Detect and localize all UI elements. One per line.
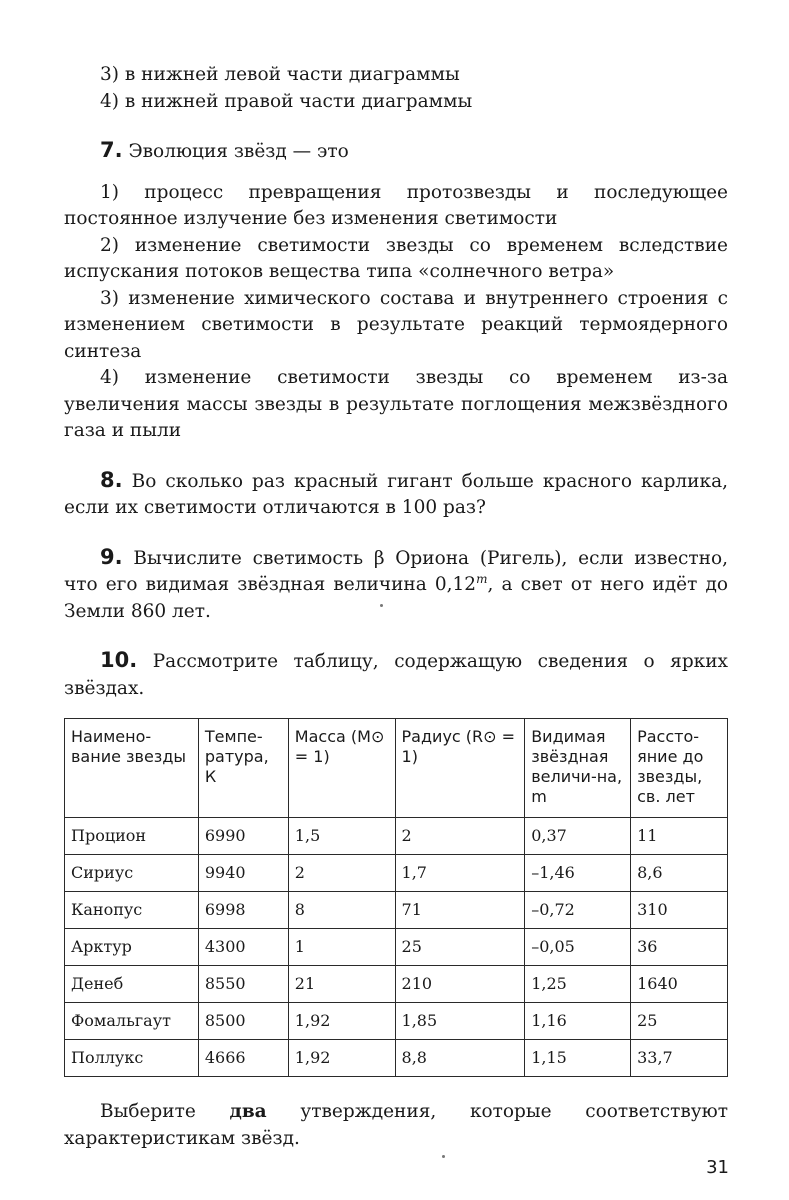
- q10-instruction: [64, 1099, 728, 1152]
- q10-stem: [64, 647, 728, 702]
- q10-instruction-before: Выберите: [100, 1101, 230, 1122]
- table-cell: 25: [395, 929, 525, 966]
- q7-text: Эволюция звёзд — это: [128, 141, 349, 162]
- table-cell: Сириус: [65, 855, 199, 892]
- q9-text-before: Вычислите светимость β Ориона (Ригель), если известно, что его видимая звёздная величина 0,12: [64, 547, 728, 595]
- q7-options: [64, 180, 728, 445]
- table-cell: 1,85: [395, 1003, 525, 1040]
- table-cell: Поллукс: [65, 1040, 199, 1077]
- table-cell: 2: [288, 855, 395, 892]
- table-row: [65, 966, 728, 1003]
- table-cell: 21: [288, 966, 395, 1003]
- table-row: [65, 929, 728, 966]
- print-speck: [380, 604, 383, 607]
- q8-stem: [64, 467, 728, 522]
- table-cell: 0,37: [525, 818, 631, 855]
- table-cell: Денеб: [65, 966, 199, 1003]
- print-speck: [442, 1155, 445, 1158]
- q9-text-after: , а свет от него идёт до Земли 860 лет.: [64, 574, 728, 622]
- q10-number: 10.: [100, 648, 138, 672]
- table-cell: Фомальгаут: [65, 1003, 199, 1040]
- q7-option-2: 2) изменение светимости звезды со временем вследствие испускания потоков вещества типа «солнечного ветра»: [64, 234, 728, 282]
- q9-magnitude-sup: m: [476, 571, 488, 586]
- table-cell: Канопус: [65, 892, 199, 929]
- q8-number: 8.: [100, 467, 123, 492]
- q10-text: Рассмотрите таблицу, содержащую сведения о ярких звёздах.: [64, 651, 728, 699]
- table-cell: 8550: [198, 966, 288, 1003]
- table-cell: –0,72: [525, 892, 631, 929]
- table-cell: 6998: [198, 892, 288, 929]
- table-cell: Процион: [65, 818, 199, 855]
- q8-text: Во сколько раз красный гигант больше красного карлика, если их светимости отличаются в 100 раз?: [64, 470, 728, 518]
- table-cell: 1,7: [395, 855, 525, 892]
- table-cell: 8,6: [631, 855, 728, 892]
- table-row: [65, 1003, 728, 1040]
- q10-instruction-after: утверждения, которые соответствуют характеристикам звёзд.: [64, 1101, 728, 1149]
- table-cell: 1640: [631, 966, 728, 1003]
- table-row: [65, 855, 728, 892]
- table-cell: 310: [631, 892, 728, 929]
- table-cell: –0,05: [525, 929, 631, 966]
- page-content: [64, 62, 728, 1152]
- table-cell: –1,46: [525, 855, 631, 892]
- table-cell: Арктур: [65, 929, 199, 966]
- table-row: [65, 892, 728, 929]
- table-cell: 11: [631, 818, 728, 855]
- table-cell: 1,92: [288, 1003, 395, 1040]
- header-mass: Масса (M⊙ = 1): [288, 719, 395, 818]
- table-cell: 1,16: [525, 1003, 631, 1040]
- table-cell: 71: [395, 892, 525, 929]
- table-cell: 1,5: [288, 818, 395, 855]
- page-number: 31: [706, 1157, 729, 1178]
- q7-option-1: 1) процесс превращения протозвезды и последующее постоянное излучение без изменения светимости: [64, 181, 728, 229]
- table-row: [65, 1040, 728, 1077]
- table-cell: 8: [288, 892, 395, 929]
- table-cell: 8,8: [395, 1040, 525, 1077]
- intro-option-4: 4) в нижней правой части диаграммы: [100, 90, 473, 112]
- q9-number: 9.: [100, 544, 123, 569]
- q10-instruction-bold: два: [229, 1101, 267, 1122]
- q7-option-3: 3) изменение химического состава и внутреннего строения с изменением светимости в результате реакций термоядерного синтеза: [64, 287, 728, 362]
- table-cell: 8500: [198, 1003, 288, 1040]
- table-cell: 33,7: [631, 1040, 728, 1077]
- q7-number: 7.: [100, 138, 123, 162]
- table-cell: 4666: [198, 1040, 288, 1077]
- table-cell: 36: [631, 929, 728, 966]
- intro-option-3: 3) в нижней левой части диаграммы: [100, 64, 460, 85]
- q7-option-4: 4) изменение светимости звезды со временем из-за увеличения массы звезды в результате поглощения межзвёздного газа и пыли: [64, 367, 728, 441]
- table-cell: 210: [395, 966, 525, 1003]
- table-cell: 1,15: [525, 1040, 631, 1077]
- table-cell: 25: [631, 1003, 728, 1040]
- q7-stem: [64, 137, 728, 166]
- header-magnitude: Видимая звёздная величи-на, m: [525, 719, 631, 818]
- header-radius: Радиус (R⊙ = 1): [395, 719, 525, 818]
- table-cell: 1: [288, 929, 395, 966]
- stars-table: [64, 718, 728, 1077]
- table-cell: 1,92: [288, 1040, 395, 1077]
- header-temperature: Темпе-ратура, К: [198, 719, 288, 818]
- table-cell: 1,25: [525, 966, 631, 1003]
- table-cell: 9940: [198, 855, 288, 892]
- table-cell: 2: [395, 818, 525, 855]
- table-row: [65, 818, 728, 855]
- q9-stem: [64, 544, 728, 626]
- header-name: Наимено-вание звезды: [65, 719, 199, 818]
- table-header-row: [65, 719, 728, 818]
- header-distance: Рассто-яние до звезды, св. лет: [631, 719, 728, 818]
- table-cell: 6990: [198, 818, 288, 855]
- table-cell: 4300: [198, 929, 288, 966]
